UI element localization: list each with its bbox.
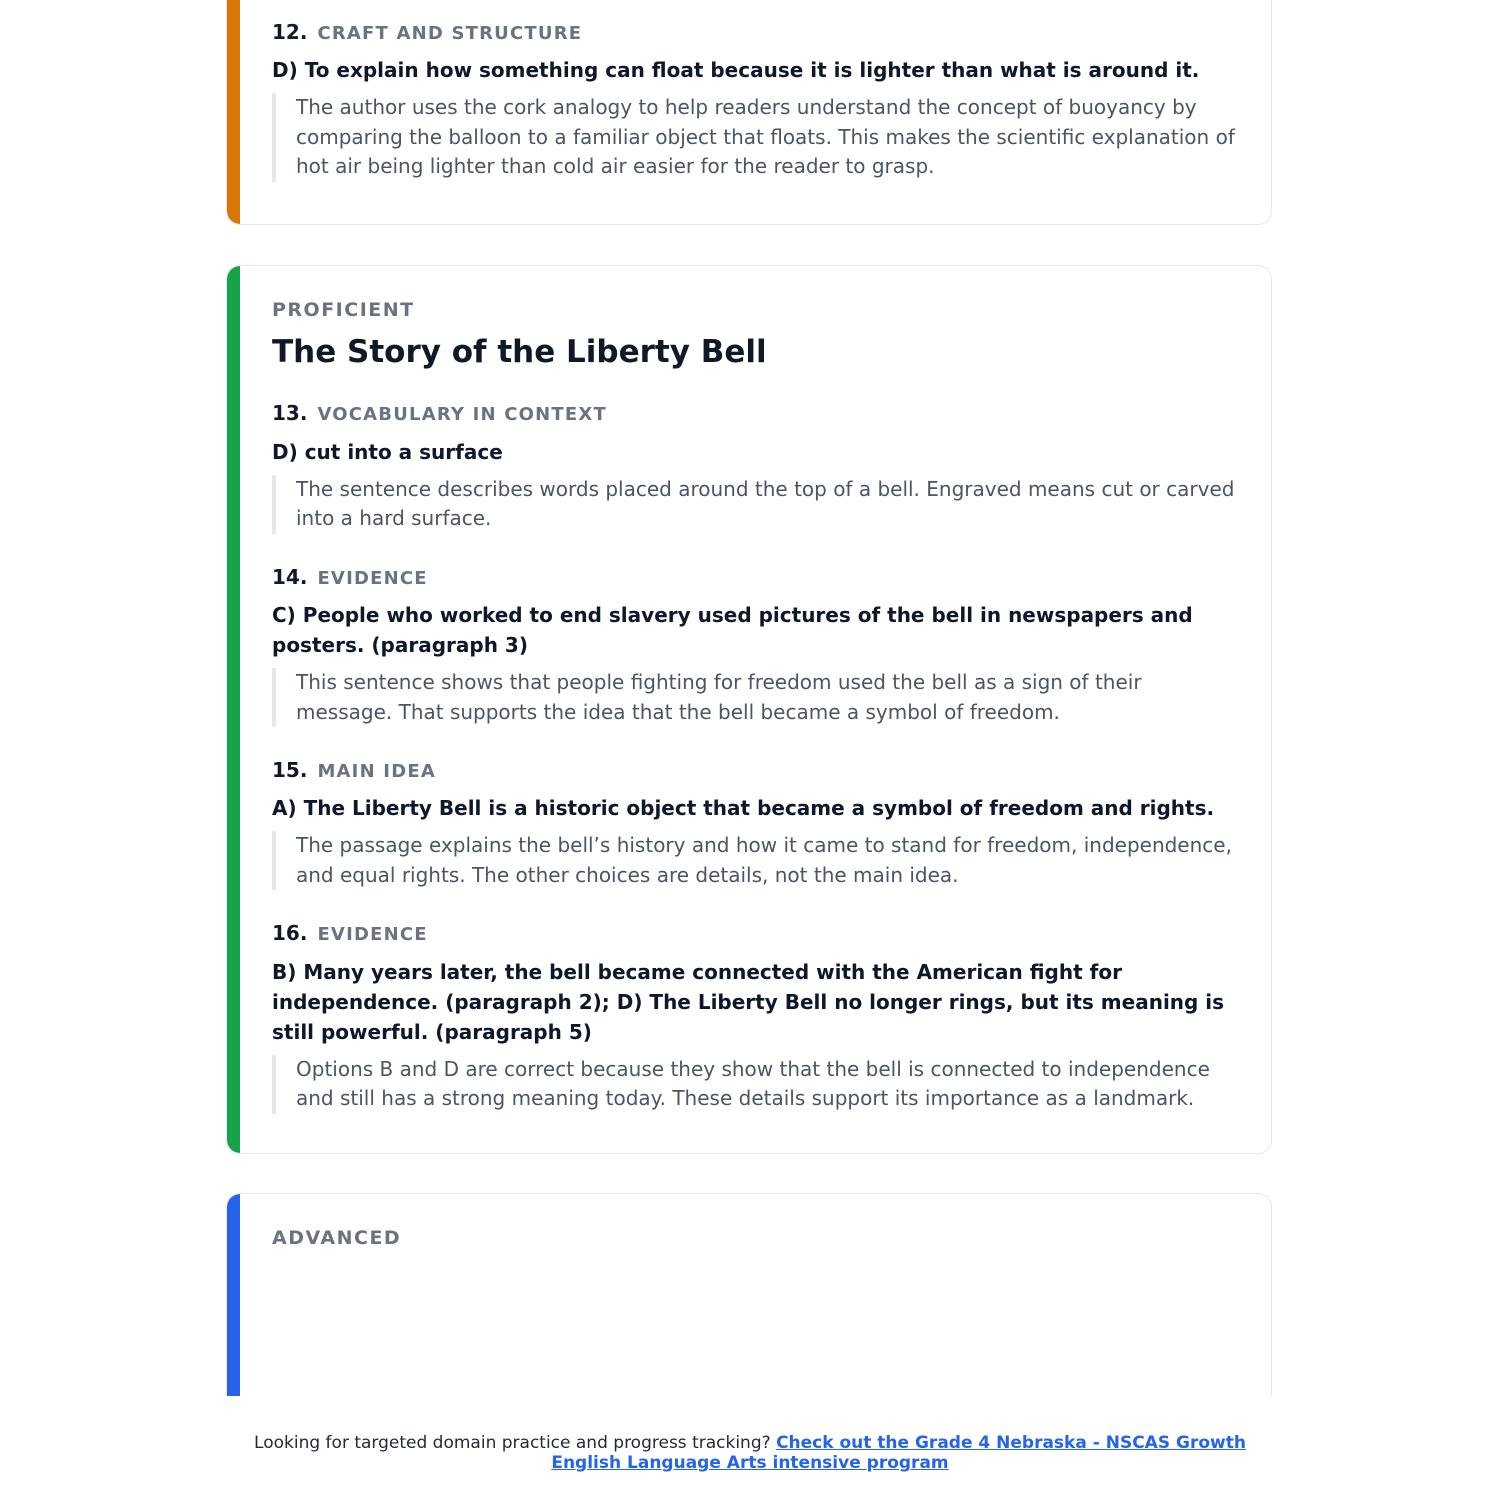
question-category: VOCABULARY IN CONTEXT [317,404,607,426]
question-14 [272,564,1241,727]
question-16 [272,920,1241,1113]
answer-explanation: Options B and D are correct because they show that the bell is connected to independence and still has a strong meaning today. These details support its importance as a landmark. [272,1055,1241,1114]
question-12 [272,19,1241,182]
footer-promo [230,1433,1270,1473]
correct-answer: C) People who worked to end slavery used pictures of the bell in newspapers and posters. (paragraph 3) [272,603,1193,658]
question-15 [272,757,1241,890]
results-card-basic [226,0,1272,225]
results-card-advanced [226,1193,1272,1413]
answer-explanation: The author uses the cork analogy to help readers understand the concept of buoyancy by comparing the balloon to a familiar object that floats. This makes the scientific explanation of hot air being lighter than cold air easier for the reader to grasp. [272,93,1241,182]
answer-explanation: The passage explains the bell’s history and how it came to stand for freedom, independence, and equal rights. The other choices are details, not the main idea. [272,831,1241,890]
question-number: 16. [272,921,308,946]
answer-explanation: The sentence describes words placed around the top of a bell. Engraved means cut or carved into a hard surface. [272,475,1241,534]
level-label: PROFICIENT [272,299,415,321]
results-card-proficient [226,265,1272,1154]
question-category: CRAFT AND STRUCTURE [317,23,583,44]
program-link[interactable]: Check out the Grade 4 Nebraska - NSCAS Growth English Language Arts intensive program [551,1433,1246,1473]
question-number: 13. [272,401,308,426]
content-cutoff [0,1396,1500,1426]
correct-answer: D) To explain how something can float because it is lighter than what is around it. [272,58,1200,83]
question-number: 15. [272,758,308,783]
question-category: EVIDENCE [317,567,428,589]
answer-explanation: This sentence shows that people fighting for freedom used the bell as a sign of their message. That supports the idea that the bell became a symbol of freedom. [272,668,1241,727]
passage-title: The Story of the Liberty Bell [272,334,767,370]
question-category: MAIN IDEA [317,761,436,783]
correct-answer: A) The Liberty Bell is a historic object that became a symbol of freedom and rights. [272,796,1215,821]
question-13 [272,400,1241,533]
correct-answer: D) cut into a surface [272,439,503,464]
question-category: EVIDENCE [317,924,428,946]
correct-answer: B) Many years later, the bell became connected with the American fight for independence. (paragraph 2); D) The Liberty Bell no longer rings, but its meaning is still powerful. (paragraph 5) [272,959,1225,1044]
question-number: 14. [272,564,308,589]
question-number: 12. [272,20,308,44]
footer-text: Looking for targeted domain practice and progress tracking? [254,1433,777,1453]
level-label: ADVANCED [272,1227,402,1249]
